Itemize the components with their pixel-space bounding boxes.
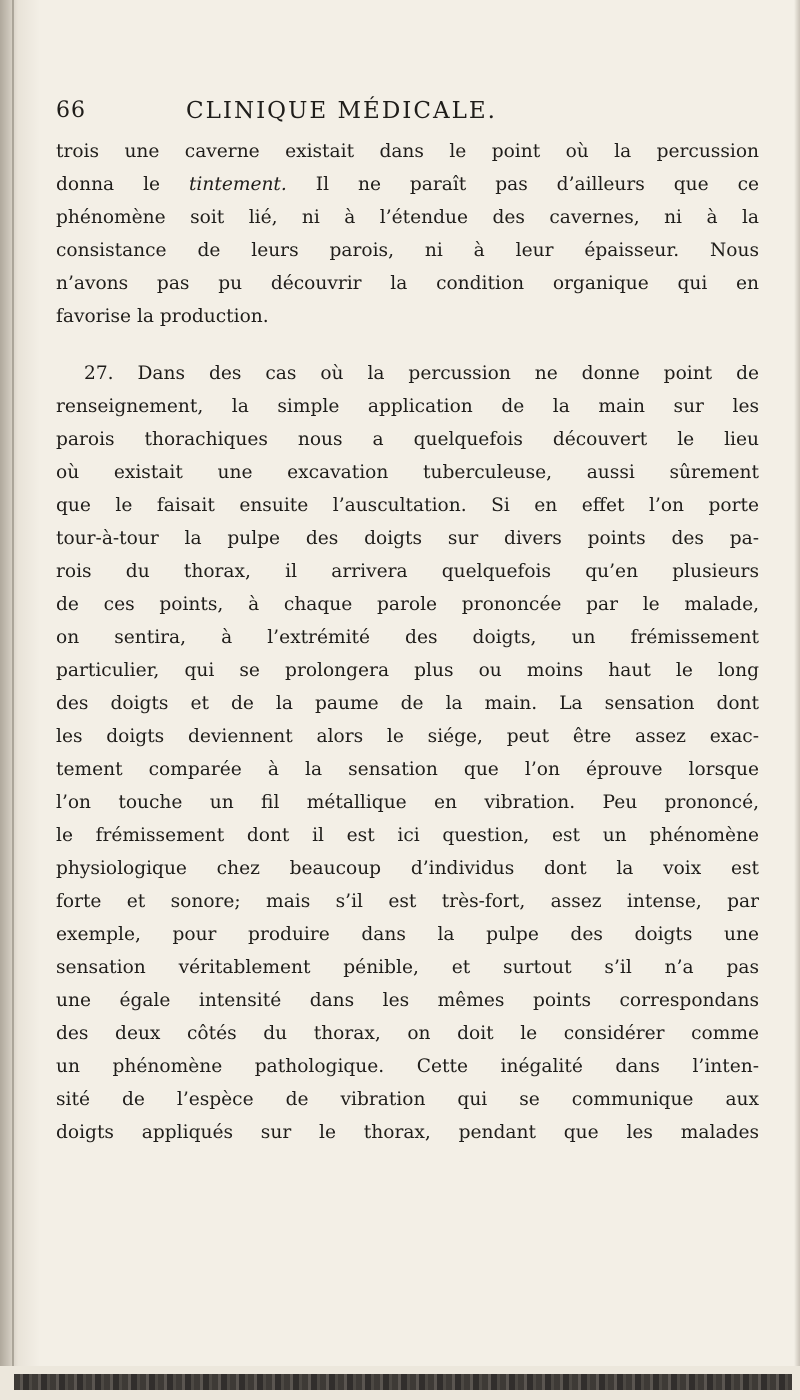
text-line: forte et sonore; mais s’il est très-fort, assez intense, par [56,891,759,912]
running-head: CLINIQUE MÉDICALE. [186,98,497,124]
text-line: n’avons pas pu découvrir la condition organique qui en [56,273,759,294]
binding-line [12,0,14,1400]
binding-shadow [0,0,40,1400]
text-line: sité de l’espèce de vibration qui se communique aux [56,1089,759,1110]
text-line: doigts appliqués sur le thorax, pendant que les malades [56,1122,759,1143]
text-line: des deux côtés du thorax, on doit le considérer comme [56,1023,759,1044]
text-line: tement comparée à la sensation que l’on éprouve lorsque [56,759,759,780]
text-line: physiologique chez beaucoup d’individus dont la voix est [56,858,759,879]
text-line: rois du thorax, il arrivera quelquefois qu’en plusieurs [56,561,759,582]
text-line: exemple, pour produire dans la pulpe des doigts une [56,924,759,945]
italic-term: tintement. [188,174,287,195]
text-line: consistance de leurs parois, ni à leur épaisseur. Nous [56,240,759,261]
scan-bottom-edge [0,1366,800,1400]
text-line: tour-à-tour la pulpe des doigts sur divers points des pa- [56,528,759,549]
text-line: 27. Dans des cas où la percussion ne donne point de [84,363,759,384]
text-line: que le faisait ensuite l’auscultation. Si en effet l’on porte [56,495,759,516]
text-line: des doigts et de la paume de la main. La sensation dont [56,693,759,714]
scan-artifact-strip [14,1374,792,1390]
text-line: particulier, qui se prolongera plus ou moins haut le long [56,660,759,681]
text-span: donna le [56,174,189,195]
text-line: un phénomène pathologique. Cette inégalité dans l’inten- [56,1056,759,1077]
text-line: favorise la production. [56,306,269,327]
text-line: une égale intensité dans les mêmes points correspondans [56,990,759,1011]
text-line: sensation véritablement pénible, et surtout s’il n’a pas [56,957,759,978]
text-line: on sentira, à l’extrémité des doigts, un frémissement [56,627,759,648]
body-text [56,135,759,1149]
text-line: renseignement, la simple application de la main sur les [56,396,759,417]
text-line: trois une caverne existait dans le point où la percussion [56,141,759,162]
text-line: où existait une excavation tuberculeuse, aussi sûrement [56,462,759,483]
page-header [56,98,756,132]
page-number: 66 [56,98,86,123]
text-line [56,168,759,201]
text-line: l’on touche un fil métallique en vibration. Peu prononcé, [56,792,759,813]
text-line: parois thorachiques nous a quelquefois découvert le lieu [56,429,759,450]
paragraph-gap [56,333,759,357]
text-line: phénomène soit lié, ni à l’étendue des cavernes, ni à la [56,207,759,228]
text-line: le frémissement dont il est ici question, est un phénomène [56,825,759,846]
text-line: les doigts deviennent alors le siége, peut être assez exac- [56,726,759,747]
text-line: de ces points, à chaque parole prononcée par le malade, [56,594,759,615]
text-span: Il ne paraît pas d’ailleurs que ce [286,174,759,195]
page-edge-shadow [794,0,800,1400]
